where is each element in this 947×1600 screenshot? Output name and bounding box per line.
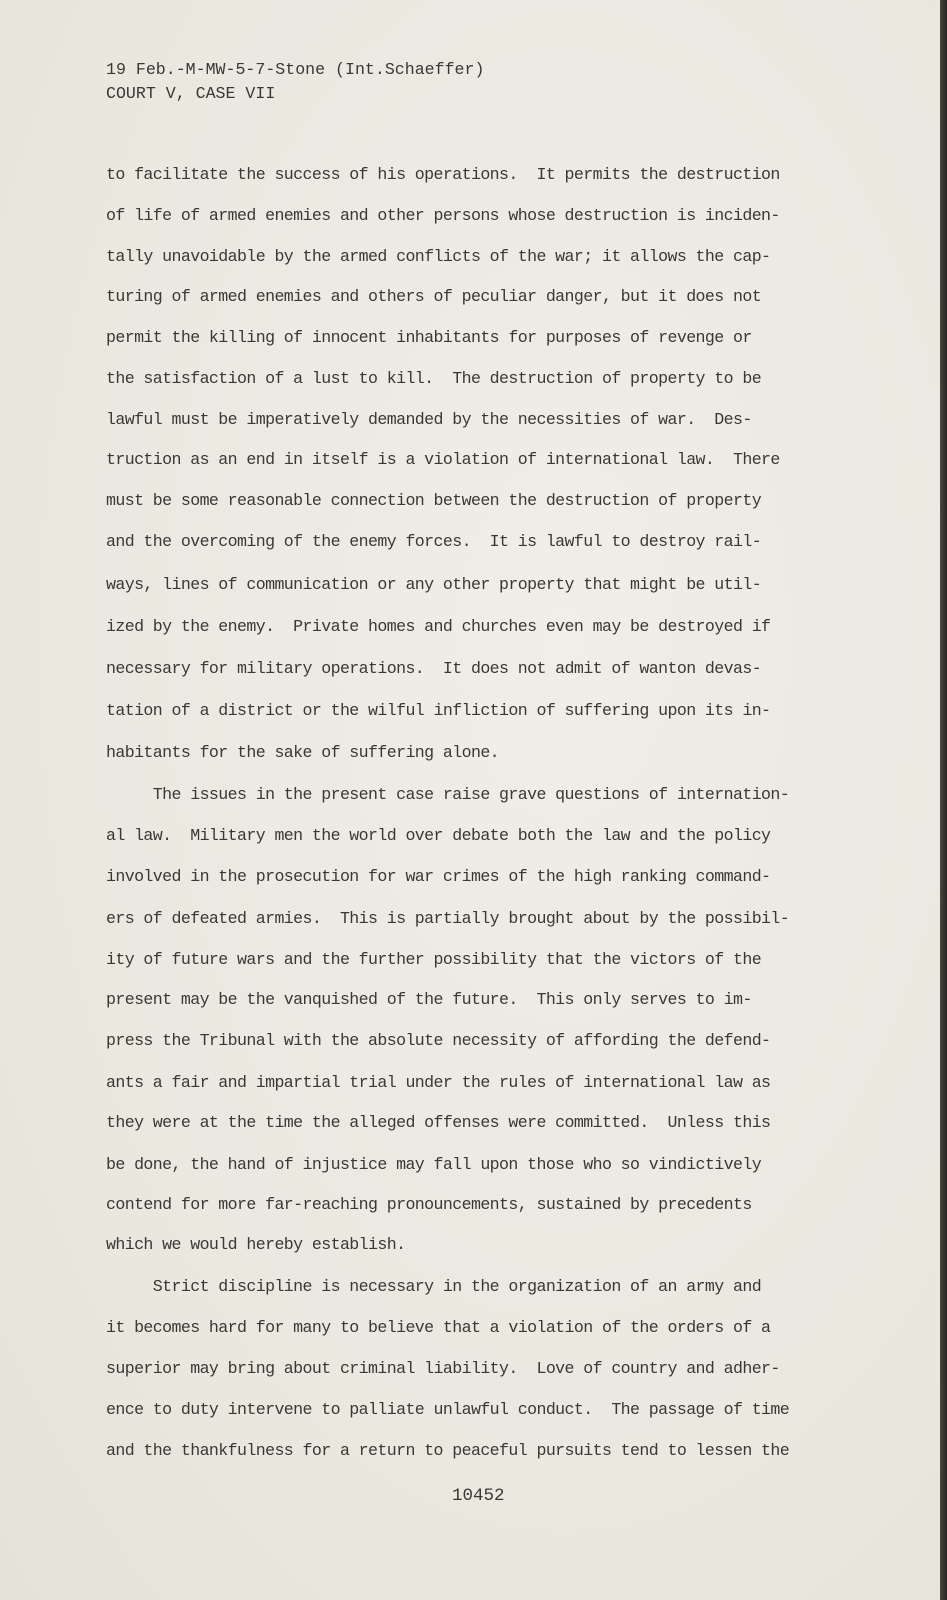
- text-line: ence to duty intervene to palliate unlawful conduct. The passage of time: [106, 1400, 790, 1419]
- text-line: it becomes hard for many to believe that a violation of the orders of a: [106, 1318, 771, 1337]
- text-line: and the thankfulness for a return to peaceful pursuits tend to lessen the: [106, 1441, 790, 1460]
- document-header: [106, 60, 706, 108]
- text-line: The issues in the present case raise grave questions of internation-: [106, 785, 790, 804]
- scan-page-edge: [940, 0, 947, 1600]
- text-line: of life of armed enemies and other persons whose destruction is inciden-: [106, 206, 780, 225]
- text-line: habitants for the sake of suffering alone.: [106, 743, 500, 762]
- text-line: ers of defeated armies. This is partially brought about by the possibil-: [106, 909, 790, 928]
- text-line: to facilitate the success of his operations. It permits the destruction: [106, 165, 780, 184]
- text-line: permit the killing of innocent inhabitants for purposes of revenge or: [106, 328, 752, 347]
- text-line: involved in the prosecution for war crimes of the high ranking command-: [106, 867, 771, 886]
- text-line: superior may bring about criminal liability. Love of country and adher-: [106, 1359, 780, 1378]
- text-line: necessary for military operations. It does not admit of wanton devas-: [106, 659, 762, 678]
- text-line: must be some reasonable connection between the destruction of property: [106, 491, 762, 510]
- text-line: press the Tribunal with the absolute necessity of affording the defend-: [106, 1031, 771, 1050]
- text-line: be done, the hand of injustice may fall upon those who so vindictively: [106, 1155, 762, 1174]
- text-line: and the overcoming of the enemy forces. It is lawful to destroy rail-: [106, 532, 762, 551]
- text-line: ways, lines of communication or any other property that might be util-: [106, 575, 762, 594]
- text-line: turing of armed enemies and others of peculiar danger, but it does not: [106, 287, 762, 306]
- text-line: ized by the enemy. Private homes and churches even may be destroyed if: [106, 617, 771, 636]
- header-court-case: COURT V, CASE VII: [106, 84, 276, 103]
- text-line: present may be the vanquished of the future. This only serves to im-: [106, 990, 752, 1009]
- page-number: 10452: [452, 1486, 505, 1506]
- text-line: contend for more far-reaching pronouncements, sustained by precedents: [106, 1195, 752, 1214]
- text-line: al law. Military men the world over debate both the law and the policy: [106, 826, 771, 845]
- text-line: which we would hereby establish.: [106, 1235, 406, 1254]
- text-line: tation of a district or the wilful infliction of suffering upon its in-: [106, 701, 771, 720]
- text-line: ants a fair and impartial trial under the rules of international law as: [106, 1073, 771, 1092]
- text-line: Strict discipline is necessary in the organization of an army and: [106, 1277, 762, 1296]
- text-line: tally unavoidable by the armed conflicts of the war; it allows the cap-: [106, 247, 771, 266]
- text-line: the satisfaction of a lust to kill. The destruction of property to be: [106, 369, 762, 388]
- text-line: ity of future wars and the further possibility that the victors of the: [106, 950, 762, 969]
- header-transcript-ref: 19 Feb.-M-MW-5-7-Stone (Int.Schaeffer): [106, 60, 485, 79]
- text-line: they were at the time the alleged offenses were committed. Unless this: [106, 1113, 771, 1132]
- text-line: truction as an end in itself is a violation of international law. There: [106, 450, 780, 469]
- text-line: lawful must be imperatively demanded by the necessities of war. Des-: [106, 410, 752, 429]
